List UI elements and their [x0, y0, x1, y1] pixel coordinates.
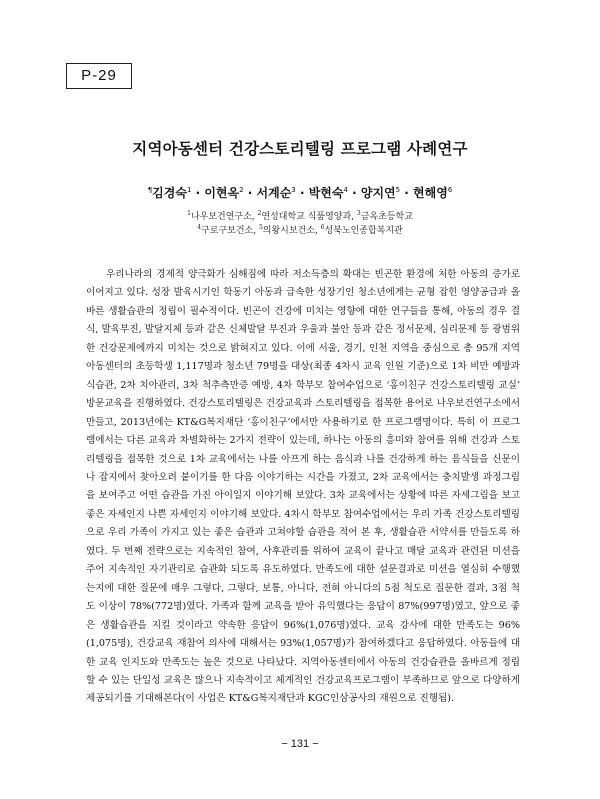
affiliation-number: 1 [187, 210, 191, 217]
paper-title: 지역아동센터 건강스토리텔링 프로그램 사례연구 [132, 140, 468, 158]
author-name: 현해영 [413, 186, 448, 200]
abstract-paragraph: 우리나라의 경제적 양극화가 심해짐에 따라 저소득층의 확대는 빈곤한 환경에 처한 아동의 증가로 이어지고 있다. 성장 발육시기인 학동기 아동과 급속한 성장기인 청소년에게는 균형 잡힌 영양공급과 올바른 생활습관의 정립이 필수적이다. 빈곤이 건강에 미치는 영향에 대한 연구들을 통해, 아동의 경우 결식, 발육부진, 발달지체 등과 같은 신체발달 부진과 우울과 불안 등과 같은 정서문제, 심리문제 등 광범위한 건강문제에까지 미치는 것으로 밝혀지고 있다. 이에 서울, 경기, 인천 지역을 중심으로 총 95개 지역아동센터의 초등학생 1,117명과 청소년 79명을 대상(최종 4차시 교육 인원 기준)으로 1차 비만 예방과 식습관, 2차 치아관리, 3차 척추측만증 예방, 4차 학부모 참여수업으로 ‘홍이친구 건강스토리텔링 교실’ 방문교육을 진행하였다. 건강스토리텔링은 건강교육과 스토리텔링을 접목한 용어로 나우보건연구소에서 만들고, 2013년에는 KT&G복지재단 ‘홍이친구’에서만 사용하기로 한 프로그램명이다. 특히 이 프로그램에서는 다른 교육과 차별화하는 2가지 전략이 있는데, 하나는 아동의 흥미와 참여를 위해 건강과 스토리텔링을 접목한 것으로 1차 교육에서는 나를 아프게 하는 음식과 나를 건강하게 하는 음식들을 신문이나 잡지에서 찾아오려 붙이기를 한 다음 이야기하는 시간을 가졌고, 2차 교육에서는 충치발생 과정그림을 보여주고 어떤 습관을 가진 아이일지 이야기해 보았다. 3차 교육에서는 상황에 따른 자세그림을 보고 좋은 자세인지 나쁜 자세인지 이야기해 보았다. 4차시 학부모 참여수업에서는 우리 가족 건강스토리텔링으로 우리 가족이 가지고 있는 좋은 습관과 고쳐야할 습관을 적어 본 후, 생활습관 서약서를 만들도록 하였다. 두 번째 전략으로는 지속적인 참여, 사후관리를 위하여 교육이 끝나고 매달 교육과 관련된 미션을 주어 지속적인 자기관리로 습관화 되도록 유도하였다. 만족도에 대한 설문결과로 미션을 열심히 수행했는지에 대한 질문에 매우 그렇다, 그렇다, 보통, 아니다, 전혀 아니다의 5점 척도로 질문한 결과, 3점 척도 이상이 78%(772명)였다. 가족과 함께 교육을 받아 유익했다는 응답이 87%(997명)였고, 앞으로 좋은 생활습관을 지킬 것이라고 약속한 응답이 96%(1,076명)였다. 교육 강사에 대한 만족도는 96%(1,075명), 건강교육 재참여 의사에 대해서는 93%(1,057명)가 참여하겠다고 응답하였다. 아동들에 대한 교육 인지도와 만족도는 높은 것으로 나타났다. 지역아동센터에서 아동의 건강습관을 올바르게 정립할 수 있는 단일성 교육은 많으나 지속적이고 체계적인 건강교육프로그램이 부족하므로 앞으로 다양하게 제공되기를 기대해본다(이 사업은 KT&G복지재단과 KGC인삼공사의 재원으로 진행됨). [86, 269, 520, 705]
author-list [0, 184, 600, 201]
page-number: − 131 − [281, 738, 319, 750]
presenter-mark: ¶ [147, 186, 153, 194]
author-name: 박현숙 [308, 186, 344, 200]
author-affiliation-number: 2 [239, 186, 244, 194]
author-name: 김경숙 [152, 186, 187, 200]
affiliation-name: 의왕시보건소, [262, 226, 321, 236]
author-separator: · [400, 186, 414, 200]
author-affiliation-number: 4 [343, 186, 348, 194]
abstract-body [86, 266, 520, 709]
author-affiliation-number: 5 [395, 186, 401, 194]
affiliation-name: 나우보건연구소, [190, 212, 258, 222]
author-separator: · [295, 186, 309, 200]
affiliation-line-2 [0, 223, 600, 236]
author-separator: · [191, 186, 205, 200]
affiliation-number: 3 [356, 210, 361, 217]
affiliation-number: 4 [197, 224, 202, 231]
author-separator: · [243, 186, 257, 200]
author-affiliation-number: 6 [447, 186, 453, 194]
affiliation-number: 5 [258, 224, 263, 231]
affiliation-number: 2 [257, 210, 262, 217]
affiliation-number: 6 [320, 224, 325, 231]
affiliation-name: 구로구보건소, [201, 226, 259, 236]
affiliation-name: 성북노인종합복지관 [324, 226, 403, 236]
presentation-code: P-29 [66, 63, 132, 89]
author-name: 이현옥 [204, 186, 240, 200]
author-separator: · [347, 186, 361, 200]
author-name: 서계순 [256, 186, 292, 200]
author-affiliation-number: 3 [291, 186, 296, 194]
affiliation-name: 금옥초등학교 [360, 212, 413, 222]
affiliation-line-1 [0, 209, 600, 222]
author-name: 양지연 [360, 186, 396, 200]
affiliation-name: 연성대학교 식품영양과, [261, 212, 357, 222]
author-affiliation-number: 1 [186, 186, 192, 194]
